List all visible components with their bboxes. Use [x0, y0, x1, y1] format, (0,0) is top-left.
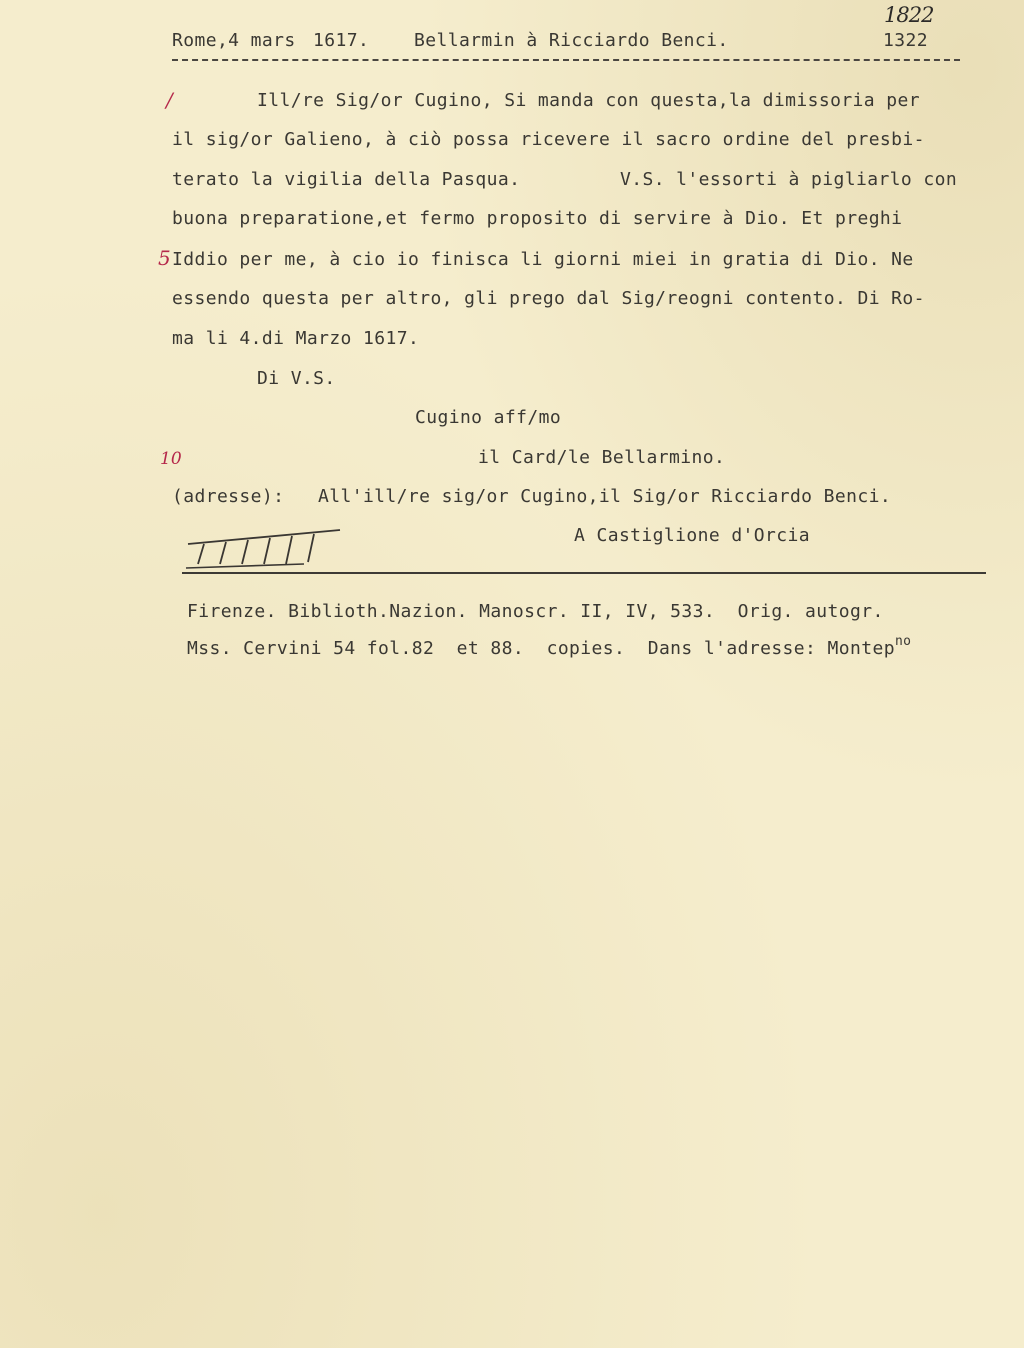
separator-rule [182, 572, 986, 574]
header-number-typed: 1322 [883, 30, 928, 51]
letter-line-2: il sig/or Galieno, à ciò possa ricevere il sacro ordine del presbi- [172, 129, 925, 150]
letter-line-3a: terato la vigilia della Pasqua. [172, 169, 521, 190]
address-recipient: All'ill/re sig/or Cugino,il Sig/or Ricciardo Benci. [318, 486, 892, 507]
margin-mark-10: 10 [160, 449, 182, 469]
letter-line-7: ma li 4.di Marzo 1617. [172, 328, 420, 349]
source-line-1: Firenze. Biblioth.Nazion. Manoscr. II, IV, 533. Orig. autogr. [187, 601, 884, 622]
letter-line-1: Ill/re Sig/or Cugino, Si manda con questa,la dimissoria per [257, 90, 920, 111]
header-correspondents: Bellarmin à Ricciardo Benci. [414, 30, 729, 51]
header-number-handwritten: 1822 [884, 3, 934, 27]
source-line-2 [187, 632, 911, 659]
header-dashed-rule [172, 59, 960, 61]
source-line-2-superscript: no [894, 634, 912, 649]
letter-line-5: Iddio per me, à cio io finisca li giorni miei in gratia di Dio. Ne [172, 249, 914, 270]
letter-line-6: essendo questa per altro, gli prego dal Sig/reogni contento. Di Ro- [172, 288, 925, 309]
address-place: A Castiglione d'Orcia [574, 525, 810, 546]
letter-closing: Cugino aff/mo [415, 407, 562, 428]
letter-line-3b: V.S. l'essorti à pigliarlo con [620, 169, 958, 190]
letter-signature: il Card/le Bellarmino. [478, 447, 726, 468]
strike-marks [184, 526, 344, 572]
header-place-date: Rome,4 mars [172, 30, 296, 51]
address-label: (adresse): [172, 486, 285, 507]
margin-mark-5: 5 [158, 246, 171, 270]
source-line-2-text: Mss. Cervini 54 fol.82 et 88. copies. Dans l'adresse: Montep [187, 638, 895, 659]
letter-line-4: buona preparatione,et fermo proposito di servire à Dio. Et preghi [172, 208, 903, 229]
letter-salutation: Di V.S. [257, 368, 336, 389]
margin-mark-1: / [166, 88, 173, 112]
header-year: 1617. [313, 30, 370, 51]
